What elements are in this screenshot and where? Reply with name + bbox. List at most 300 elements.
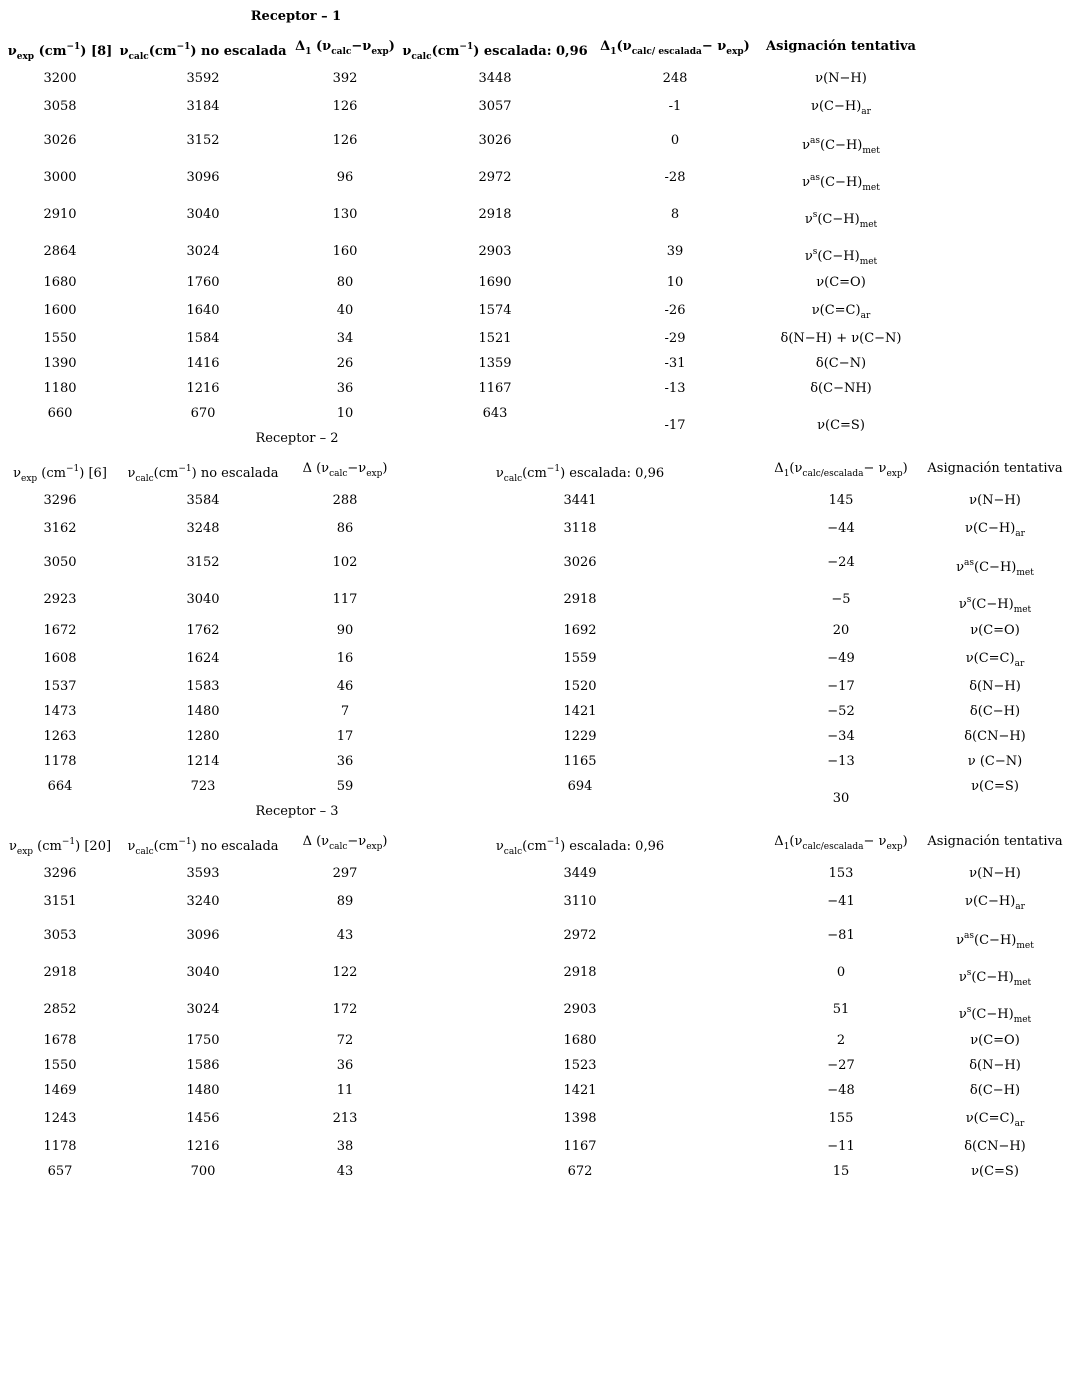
header-text: (ν [616,39,632,54]
delta-value: 172 [332,1002,358,1017]
assign-text: δ(C−NH) [810,381,872,396]
assign-symbol: ν [802,175,811,190]
header-text: (cm [522,839,547,854]
assignment-value [971,1164,1019,1180]
delta-value: 288 [332,493,358,508]
header-text: Δ [302,461,312,476]
delta1-value: -13 [664,381,686,396]
exp-value: 1178 [43,754,77,769]
assign-subscript: met [859,257,878,267]
header-text: calc/escalada [802,469,864,479]
assign-text: ν(C=C) [811,303,861,318]
calc-value: 670 [190,406,216,421]
assignment-value [969,679,1021,695]
header-text: exp [726,47,744,57]
header-text: ν [13,466,22,481]
calc-value: 3040 [186,592,220,607]
delta1-value: −5 [831,592,851,607]
delta1-value: 155 [828,1111,854,1126]
scaled-value: 3441 [563,493,597,508]
assignment-value [810,381,872,397]
column-header-3 [295,38,395,61]
delta-value: 96 [336,170,354,185]
assign-superscript: as [964,931,975,941]
scaled-value: 2972 [563,928,597,943]
delta-value: 36 [336,754,354,769]
assign-text: ν(C=S) [971,779,1019,794]
header-text: −1 [61,837,76,847]
delta1-value: −24 [827,555,855,570]
delta1-value: −44 [827,521,855,536]
column-header-1 [8,38,113,66]
scaled-value: 2918 [563,965,597,980]
column-header-1 [13,460,107,488]
delta1-value: −17 [827,679,855,694]
exp-value: 3296 [43,866,77,881]
calc-value: 1214 [186,754,220,769]
delta1-value: −52 [827,704,855,719]
calc-value: 3040 [186,965,220,980]
header-text: ) no escalada [191,839,279,854]
header-text: −1 [178,464,192,474]
assign-subscript: met [1016,941,1034,951]
header-text: calc [128,52,149,62]
scaled-value: 2903 [478,244,512,259]
header-text: (cm [153,839,179,854]
receptor-title: Receptor – 2 [255,431,339,446]
scaled-value: 2903 [563,1002,597,1017]
calc-value: 1216 [186,1139,220,1154]
exp-value: 2910 [43,207,77,222]
header-text: ) [382,461,388,476]
header-text: (cm [148,44,177,59]
delta-value: 11 [336,1083,354,1098]
exp-value: 1600 [43,303,77,318]
header-text: ) escalada: 0,96 [560,839,665,854]
assignment-value [805,244,877,270]
assign-text: δ(CN−H) [964,1139,1026,1154]
receptor-title: Receptor – 3 [255,804,339,819]
header-text: 1 [305,47,312,57]
delta1-value: -17 [664,418,686,433]
delta1-value: 0 [670,133,680,148]
delta-value: 80 [336,275,354,290]
exp-value: 1672 [43,623,77,638]
exp-value: 3162 [43,521,77,536]
header-text: −ν [347,461,367,476]
calc-value: 1280 [186,729,220,744]
calc-value: 1583 [186,679,220,694]
scaled-value: 3026 [563,555,597,570]
header-text: (cm [33,839,62,854]
header-text: (ν [311,39,332,54]
assignment-value [816,275,866,291]
exp-value: 1469 [43,1083,77,1098]
assignment-value [812,303,871,324]
exp-value: 3151 [43,894,77,909]
header-text: calc [135,474,154,484]
header-text: exp [366,842,383,852]
header-text: ν [495,839,504,854]
scaled-value: 1680 [563,1033,597,1048]
exp-value: 2923 [43,592,77,607]
header-text: (cm [522,466,547,481]
column-header-5 [600,38,750,61]
assign-text: (C−H) [971,1007,1014,1022]
header-text: exp [886,469,903,479]
column-header-5 [774,460,907,483]
header-text: Δ [774,834,784,849]
calc-value: 3592 [186,71,220,86]
assign-subscript: met [862,183,880,193]
delta1-value: -28 [664,170,686,185]
scaled-value: 1520 [563,679,597,694]
exp-value: 1243 [43,1111,77,1126]
assign-text: ν(C=O) [970,1033,1020,1048]
delta1-value: 2 [836,1033,846,1048]
assignment-value [971,779,1019,795]
scaled-value: 3448 [478,71,512,86]
header-text: ν [7,44,17,59]
assign-symbol: ν [804,212,813,227]
delta-value: 122 [332,965,358,980]
assign-text: δ(N−H) [969,679,1021,694]
assign-superscript: as [810,173,821,183]
delta1-value: 51 [832,1002,850,1017]
header-text: − ν [701,39,727,54]
assignment-value [969,493,1021,509]
assignment-value [970,623,1020,639]
scaled-value: 694 [567,779,593,794]
assignment-value [805,207,877,233]
delta1-value: −27 [827,1058,855,1073]
assign-text: (C−H) [820,175,863,190]
delta-value: 26 [336,356,354,371]
scaled-value: 1165 [563,754,597,769]
scaled-value: 1692 [563,623,597,638]
exp-value: 1178 [43,1139,77,1154]
header-text: ) [902,461,908,476]
assign-text: (C−H) [817,249,860,264]
header-text: exp [886,842,903,852]
header-text: ) escalada: 0,96 [560,466,665,481]
delta-value: 126 [332,133,358,148]
assignment-value [959,592,1031,618]
delta-value: 36 [336,1058,354,1073]
column-header-6 [927,833,1062,851]
exp-value: 660 [47,406,73,421]
header-text: −ν [351,39,372,54]
header-text: calc [331,47,352,57]
delta1-value: 8 [670,207,680,222]
scaled-value: 3449 [563,866,597,881]
assign-text: ν (C−N) [967,754,1023,769]
header-text: ) [8] [80,44,113,59]
exp-value: 1678 [43,1033,77,1048]
column-header-2 [127,833,278,861]
header-text: −ν [347,834,367,849]
calc-value: 3152 [186,133,220,148]
header-text: Asignación tentativa [927,834,1063,849]
assign-symbol: ν [956,933,965,948]
assign-text: δ(C−H) [969,1083,1021,1098]
exp-value: 3053 [43,928,77,943]
assignment-value [817,418,865,434]
calc-value: 1640 [186,303,220,318]
header-text: ) [6] [79,466,107,481]
exp-value: 1473 [43,704,77,719]
calc-value: 3240 [186,894,220,909]
assign-text: ν(C=S) [817,418,865,433]
exp-value: 1180 [43,381,77,396]
scaled-value: 2918 [563,592,597,607]
assign-subscript: ar [1014,1119,1025,1129]
delta-value: 40 [336,303,354,318]
delta1-value: 39 [666,244,684,259]
column-header-6 [766,38,916,56]
scaled-value: 1421 [563,1083,597,1098]
calc-value: 3096 [186,170,220,185]
delta1-value: 0 [836,965,846,980]
assign-subscript: ar [1015,529,1025,539]
delta1-value: −41 [827,894,855,909]
delta1-value: −48 [827,1083,855,1098]
header-text: − ν [863,461,887,476]
scaled-value: 3026 [478,133,512,148]
exp-value: 1263 [43,729,77,744]
calc-value: 3024 [186,1002,220,1017]
exp-value: 1390 [43,356,77,371]
header-text: calc/ escalada [631,47,702,57]
delta1-value: -31 [664,356,686,371]
exp-value: 657 [47,1164,73,1179]
delta-value: 36 [336,381,354,396]
delta1-value: −34 [827,729,855,744]
assign-text: ν(C−H) [811,99,862,114]
assign-superscript: as [810,136,821,146]
assign-subscript: met [1013,605,1032,615]
calc-value: 1480 [186,704,220,719]
delta1-value: 10 [666,275,684,290]
assign-superscript: s [812,247,818,257]
calc-value: 3096 [186,928,220,943]
header-text: calc/escalada [802,842,864,852]
scaled-value: 1167 [478,381,512,396]
calc-value: 1760 [186,275,220,290]
delta-value: 46 [336,679,354,694]
delta-value: 7 [340,704,350,719]
header-text: − ν [863,834,887,849]
assignment-value [956,928,1034,954]
assign-text: (C−H) [974,933,1017,948]
calc-value: 700 [190,1164,216,1179]
delta-value: 102 [332,555,358,570]
exp-value: 1608 [43,651,77,666]
assign-symbol: ν [958,970,967,985]
delta-value: 43 [336,1164,354,1179]
assign-subscript: ar [861,107,871,117]
delta-value: 392 [332,71,358,86]
header-text: ) [382,834,388,849]
delta1-value: -1 [668,99,682,114]
exp-value: 1550 [43,1058,77,1073]
calc-value: 3152 [186,555,220,570]
assign-superscript: s [966,1005,972,1015]
assign-subscript: met [1016,568,1034,578]
calc-value: 3584 [186,493,220,508]
assign-superscript: s [966,595,972,605]
assignment-value [956,555,1034,581]
delta1-value: −81 [827,928,855,943]
assignment-value [802,133,880,159]
header-text: ) no escalada [191,466,279,481]
header-text: exp [366,469,383,479]
delta1-value: -26 [664,303,686,318]
calc-value: 3248 [186,521,220,536]
delta1-value: 30 [832,791,850,806]
header-text: −1 [176,42,191,52]
calc-value: 1456 [186,1111,220,1126]
delta1-value: −11 [827,1139,855,1154]
header-text: (cm [153,466,179,481]
assignment-value [970,704,1020,720]
assign-text: ν(C−H) [965,894,1016,909]
scaled-value: 672 [567,1164,593,1179]
header-text: (cm [431,44,460,59]
header-text: calc [411,52,432,62]
assignment-value [964,1139,1026,1155]
delta1-value: 145 [828,493,854,508]
assign-superscript: as [964,558,975,568]
assign-symbol: ν [802,138,811,153]
delta1-value: 153 [828,866,854,881]
column-header-4 [496,833,664,861]
delta-value: 90 [336,623,354,638]
exp-value: 2918 [43,965,77,980]
calc-value: 1762 [186,623,220,638]
calc-value: 3024 [186,244,220,259]
delta-value: 213 [332,1111,358,1126]
receptor-title: Receptor – 1 [250,9,342,24]
header-text: (ν [789,834,803,849]
scaled-value: 1229 [563,729,597,744]
assignment-value [965,894,1025,915]
header-text: −1 [546,837,561,847]
column-header-1 [9,833,111,861]
column-header-2 [127,460,278,488]
delta1-value: 248 [662,71,688,86]
calc-value: 1416 [186,356,220,371]
assign-text: ν(C=C) [965,1111,1015,1126]
scaled-value: 1574 [478,303,512,318]
assign-text: δ(C−H) [969,704,1021,719]
header-text: (ν [311,834,330,849]
delta-value: 16 [336,651,354,666]
delta1-value: 20 [832,623,850,638]
delta-value: 297 [332,866,358,881]
assignment-value [959,965,1031,991]
delta-value: 130 [332,207,358,222]
assign-superscript: s [812,210,818,220]
assignment-value [964,729,1026,745]
header-text: ν [495,466,504,481]
column-header-2 [119,38,286,66]
header-text: (cm [37,466,66,481]
assign-text: (C−H) [820,138,863,153]
column-header-3 [303,833,388,856]
column-header-4 [496,460,664,488]
header-text: (ν [311,461,330,476]
header-text: ν [402,44,412,59]
header-text: ν [127,466,136,481]
header-text: −1 [546,464,561,474]
exp-value: 3026 [43,133,77,148]
header-text: Δ [302,834,312,849]
assignment-value [802,170,880,196]
header-text: ) [388,39,395,54]
header-text: 1 [783,842,790,852]
delta1-value: 15 [832,1164,850,1179]
assign-text: δ(CN−H) [964,729,1026,744]
header-text: calc [135,847,154,857]
assign-subscript: ar [860,311,871,321]
header-text: exp [16,52,35,62]
scaled-value: 2918 [478,207,512,222]
header-text: ) [902,834,908,849]
calc-value: 1750 [186,1033,220,1048]
scaled-value: 3118 [563,521,597,536]
assign-superscript: s [966,968,972,978]
header-text: 1 [610,47,617,57]
calc-value: 3184 [186,99,220,114]
header-text: Δ [295,39,306,54]
scaled-value: 1167 [563,1139,597,1154]
exp-value: 3058 [43,99,77,114]
scaled-value: 2972 [478,170,512,185]
assign-text: ν(C−H) [965,521,1016,536]
assign-text: ν(C=C) [965,651,1015,666]
delta-value: 86 [336,521,354,536]
assignment-value [970,1033,1020,1049]
exp-value: 3050 [43,555,77,570]
header-text: ν [127,839,136,854]
header-text: ) [743,39,750,54]
assignment-value [811,99,871,120]
header-text: calc [329,842,348,852]
assign-subscript: met [862,146,880,156]
calc-value: 1624 [186,651,220,666]
delta-value: 43 [336,928,354,943]
scaled-value: 1359 [478,356,512,371]
calc-value: 1216 [186,381,220,396]
assign-text: (C−H) [974,560,1017,575]
calc-value: 3040 [186,207,220,222]
assignment-value [969,866,1021,882]
calc-value: 1480 [186,1083,220,1098]
assignment-value [966,651,1025,672]
scaled-value: 1690 [478,275,512,290]
assign-text: ν(C=O) [970,623,1020,638]
header-text: Asignación tentativa [766,39,916,54]
delta-value: 17 [336,729,354,744]
scaled-value: 1521 [478,331,512,346]
header-text: calc [329,469,348,479]
header-text: calc [503,474,523,484]
delta1-value: −49 [827,651,855,666]
assignment-value [815,71,867,87]
exp-value: 3000 [43,170,77,185]
assign-symbol: ν [956,560,965,575]
